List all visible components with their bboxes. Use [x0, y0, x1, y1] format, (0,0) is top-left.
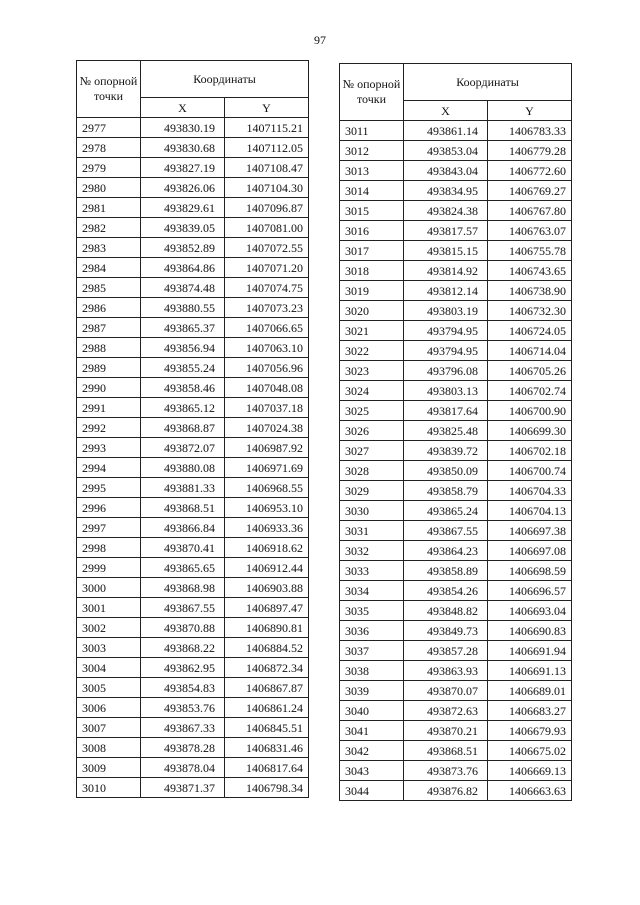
y-coordinate-cell: 1407066.65 — [225, 318, 309, 338]
y-coordinate-cell: 1406872.34 — [225, 658, 309, 678]
point-number-cell: 3043 — [340, 761, 404, 781]
table-row — [77, 178, 309, 198]
point-number-cell: 2991 — [77, 398, 141, 418]
x-coordinate-cell: 493814.92 — [404, 261, 488, 281]
point-number-cell: 3034 — [340, 581, 404, 601]
table-row — [340, 781, 572, 801]
table-row — [340, 741, 572, 761]
y-coordinate-cell: 1406732.30 — [488, 301, 572, 321]
x-coordinate-cell: 493853.76 — [141, 698, 225, 718]
point-number-cell: 3024 — [340, 381, 404, 401]
x-coordinate-cell: 493872.63 — [404, 701, 488, 721]
y-coordinate-cell: 1406697.38 — [488, 521, 572, 541]
point-number-cell: 3026 — [340, 421, 404, 441]
y-coordinate-cell: 1406704.13 — [488, 501, 572, 521]
point-number-cell: 3013 — [340, 161, 404, 181]
y-coordinate-cell: 1406669.13 — [488, 761, 572, 781]
point-number-cell: 3021 — [340, 321, 404, 341]
page-number: 97 — [314, 33, 326, 47]
point-number-cell: 2999 — [77, 558, 141, 578]
point-number-cell: 2977 — [77, 118, 141, 138]
table-row — [77, 478, 309, 498]
x-coordinate-cell: 493880.08 — [141, 458, 225, 478]
x-coordinate-cell: 493870.88 — [141, 618, 225, 638]
x-coordinate-cell: 493870.41 — [141, 538, 225, 558]
x-coordinate-cell: 493852.89 — [141, 238, 225, 258]
table-row — [340, 261, 572, 281]
point-number-cell: 2983 — [77, 238, 141, 258]
point-number-cell: 3018 — [340, 261, 404, 281]
y-coordinate-cell: 1406897.47 — [225, 598, 309, 618]
x-coordinate-cell: 493872.07 — [141, 438, 225, 458]
table-row — [77, 518, 309, 538]
x-coordinate-cell: 493865.37 — [141, 318, 225, 338]
y-coordinate-cell: 1406675.02 — [488, 741, 572, 761]
table-row — [340, 121, 572, 141]
x-header: X — [141, 98, 225, 118]
table-row — [77, 418, 309, 438]
point-number-cell: 2987 — [77, 318, 141, 338]
table-row — [77, 578, 309, 598]
table-row — [77, 538, 309, 558]
table-row — [77, 778, 309, 798]
x-coordinate-cell: 493873.76 — [404, 761, 488, 781]
y-coordinate-cell: 1407072.55 — [225, 238, 309, 258]
point-number-cell: 2986 — [77, 298, 141, 318]
table-row — [77, 358, 309, 378]
table-row — [77, 118, 309, 138]
table-row — [340, 461, 572, 481]
x-coordinate-cell: 493868.51 — [141, 498, 225, 518]
table-row — [77, 398, 309, 418]
point-number-cell: 2982 — [77, 218, 141, 238]
point-number-cell: 2998 — [77, 538, 141, 558]
x-coordinate-cell: 493865.24 — [404, 501, 488, 521]
point-number-cell: 3038 — [340, 661, 404, 681]
y-coordinate-cell: 1407081.00 — [225, 218, 309, 238]
x-coordinate-cell: 493866.84 — [141, 518, 225, 538]
y-coordinate-cell: 1406798.34 — [225, 778, 309, 798]
y-coordinate-cell: 1407104.30 — [225, 178, 309, 198]
table-row — [77, 238, 309, 258]
y-coordinate-cell: 1407112.05 — [225, 138, 309, 158]
point-number-cell: 3001 — [77, 598, 141, 618]
point-number-cell: 2985 — [77, 278, 141, 298]
table-row — [77, 158, 309, 178]
table-row — [340, 181, 572, 201]
table-row — [340, 721, 572, 741]
point-number-cell: 3017 — [340, 241, 404, 261]
y-coordinate-cell: 1407108.47 — [225, 158, 309, 178]
x-coordinate-cell: 493856.94 — [141, 338, 225, 358]
x-coordinate-cell: 493794.95 — [404, 321, 488, 341]
table-row — [340, 761, 572, 781]
y-coordinate-cell: 1407071.20 — [225, 258, 309, 278]
table-row — [77, 678, 309, 698]
table-row — [340, 701, 572, 721]
point-number-cell: 2981 — [77, 198, 141, 218]
point-number-cell: 2979 — [77, 158, 141, 178]
table-row — [77, 298, 309, 318]
x-coordinate-cell: 493839.05 — [141, 218, 225, 238]
point-number-cell: 3022 — [340, 341, 404, 361]
y-coordinate-cell: 1406700.74 — [488, 461, 572, 481]
table-row — [340, 241, 572, 261]
table-row — [340, 361, 572, 381]
point-number-header: № опорной точки — [340, 64, 404, 121]
point-number-cell: 2996 — [77, 498, 141, 518]
x-coordinate-cell: 493803.13 — [404, 381, 488, 401]
y-coordinate-cell: 1406691.94 — [488, 641, 572, 661]
y-coordinate-cell: 1406738.90 — [488, 281, 572, 301]
coordinates-header: Координаты — [404, 64, 572, 101]
table-row — [340, 541, 572, 561]
table-row — [340, 221, 572, 241]
x-coordinate-cell: 493850.09 — [404, 461, 488, 481]
y-coordinate-cell: 1406700.90 — [488, 401, 572, 421]
y-coordinate-cell: 1406679.93 — [488, 721, 572, 741]
y-coordinate-cell: 1406831.46 — [225, 738, 309, 758]
y-coordinate-cell: 1406714.04 — [488, 341, 572, 361]
y-coordinate-cell: 1407063.10 — [225, 338, 309, 358]
x-coordinate-cell: 493817.64 — [404, 401, 488, 421]
y-coordinate-cell: 1406690.83 — [488, 621, 572, 641]
y-coordinate-cell: 1406953.10 — [225, 498, 309, 518]
point-number-cell: 2989 — [77, 358, 141, 378]
x-coordinate-cell: 493803.19 — [404, 301, 488, 321]
x-coordinate-cell: 493864.23 — [404, 541, 488, 561]
y-coordinate-cell: 1406845.51 — [225, 718, 309, 738]
table-row — [77, 498, 309, 518]
table-row — [340, 421, 572, 441]
point-number-cell: 3005 — [77, 678, 141, 698]
table-row — [340, 301, 572, 321]
x-coordinate-cell: 493881.33 — [141, 478, 225, 498]
y-coordinate-cell: 1406763.07 — [488, 221, 572, 241]
x-coordinate-cell: 493854.83 — [141, 678, 225, 698]
point-number-cell: 3007 — [77, 718, 141, 738]
x-coordinate-cell: 493870.07 — [404, 681, 488, 701]
table-row — [77, 698, 309, 718]
y-coordinate-cell: 1406697.08 — [488, 541, 572, 561]
point-number-cell: 3015 — [340, 201, 404, 221]
point-number-cell: 3011 — [340, 121, 404, 141]
point-number-cell: 3032 — [340, 541, 404, 561]
y-coordinate-cell: 1406933.36 — [225, 518, 309, 538]
y-coordinate-cell: 1406817.64 — [225, 758, 309, 778]
y-coordinate-cell: 1406663.63 — [488, 781, 572, 801]
y-coordinate-cell: 1406683.27 — [488, 701, 572, 721]
y-coordinate-cell: 1406767.80 — [488, 201, 572, 221]
table-row — [77, 138, 309, 158]
x-coordinate-cell: 493858.46 — [141, 378, 225, 398]
y-coordinate-cell: 1406702.74 — [488, 381, 572, 401]
point-number-cell: 3006 — [77, 698, 141, 718]
point-number-cell: 2978 — [77, 138, 141, 158]
x-coordinate-cell: 493853.04 — [404, 141, 488, 161]
coordinates-header: Координаты — [141, 61, 309, 98]
x-coordinate-cell: 493857.28 — [404, 641, 488, 661]
y-coordinate-cell: 1407024.38 — [225, 418, 309, 438]
table-row — [340, 401, 572, 421]
table-row — [77, 278, 309, 298]
point-number-cell: 3012 — [340, 141, 404, 161]
y-coordinate-cell: 1407073.23 — [225, 298, 309, 318]
x-coordinate-cell: 493867.55 — [404, 521, 488, 541]
point-number-cell: 3039 — [340, 681, 404, 701]
point-number-cell: 3037 — [340, 641, 404, 661]
point-number-cell: 3023 — [340, 361, 404, 381]
point-number-cell: 3028 — [340, 461, 404, 481]
y-coordinate-cell: 1407048.08 — [225, 378, 309, 398]
x-coordinate-cell: 493848.82 — [404, 601, 488, 621]
x-coordinate-cell: 493834.95 — [404, 181, 488, 201]
table-row — [77, 438, 309, 458]
table-row — [77, 618, 309, 638]
x-coordinate-cell: 493830.68 — [141, 138, 225, 158]
point-number-cell: 3002 — [77, 618, 141, 638]
y-coordinate-cell: 1406724.05 — [488, 321, 572, 341]
y-coordinate-cell: 1407115.21 — [225, 118, 309, 138]
coordinates-table-left — [76, 60, 309, 798]
point-number-cell: 3031 — [340, 521, 404, 541]
x-coordinate-cell: 493849.73 — [404, 621, 488, 641]
point-number-cell: 3020 — [340, 301, 404, 321]
y-coordinate-cell: 1406903.88 — [225, 578, 309, 598]
table-row — [340, 681, 572, 701]
table-row — [77, 338, 309, 358]
y-coordinate-cell: 1406704.33 — [488, 481, 572, 501]
table-row — [340, 561, 572, 581]
table-row — [340, 641, 572, 661]
table-row — [77, 638, 309, 658]
table-row — [77, 198, 309, 218]
x-coordinate-cell: 493878.04 — [141, 758, 225, 778]
table-row — [340, 621, 572, 641]
table-row — [77, 218, 309, 238]
y-coordinate-cell: 1406689.01 — [488, 681, 572, 701]
y-coordinate-cell: 1406743.65 — [488, 261, 572, 281]
table-row — [340, 601, 572, 621]
x-coordinate-cell: 493830.19 — [141, 118, 225, 138]
point-number-cell: 3027 — [340, 441, 404, 461]
x-coordinate-cell: 493824.38 — [404, 201, 488, 221]
point-number-cell: 3008 — [77, 738, 141, 758]
x-coordinate-cell: 493839.72 — [404, 441, 488, 461]
x-coordinate-cell: 493858.79 — [404, 481, 488, 501]
x-coordinate-cell: 493827.19 — [141, 158, 225, 178]
x-coordinate-cell: 493868.51 — [404, 741, 488, 761]
x-coordinate-cell: 493868.98 — [141, 578, 225, 598]
point-number-cell: 3003 — [77, 638, 141, 658]
table-row — [340, 281, 572, 301]
x-coordinate-cell: 493864.86 — [141, 258, 225, 278]
x-coordinate-cell: 493876.82 — [404, 781, 488, 801]
y-coordinate-cell: 1406698.59 — [488, 561, 572, 581]
y-coordinate-cell: 1406890.81 — [225, 618, 309, 638]
x-coordinate-cell: 493812.14 — [404, 281, 488, 301]
table-row — [77, 558, 309, 578]
x-coordinate-cell: 493871.37 — [141, 778, 225, 798]
x-coordinate-cell: 493874.48 — [141, 278, 225, 298]
table-row — [340, 521, 572, 541]
table-row — [77, 318, 309, 338]
y-coordinate-cell: 1406755.78 — [488, 241, 572, 261]
table-row — [340, 341, 572, 361]
point-number-cell: 2995 — [77, 478, 141, 498]
coordinates-table-right — [339, 63, 572, 801]
point-number-cell: 3044 — [340, 781, 404, 801]
point-number-cell: 2993 — [77, 438, 141, 458]
table-row — [77, 738, 309, 758]
table-row — [340, 661, 572, 681]
x-coordinate-cell: 493862.95 — [141, 658, 225, 678]
y-coordinate-cell: 1406783.33 — [488, 121, 572, 141]
point-number-cell: 3042 — [340, 741, 404, 761]
y-coordinate-cell: 1407037.18 — [225, 398, 309, 418]
x-coordinate-cell: 493865.12 — [141, 398, 225, 418]
point-number-header: № опорной точки — [77, 61, 141, 118]
x-coordinate-cell: 493794.95 — [404, 341, 488, 361]
x-coordinate-cell: 493826.06 — [141, 178, 225, 198]
y-coordinate-cell: 1406867.87 — [225, 678, 309, 698]
x-coordinate-cell: 493863.93 — [404, 661, 488, 681]
x-coordinate-cell: 493878.28 — [141, 738, 225, 758]
y-coordinate-cell: 1406772.60 — [488, 161, 572, 181]
y-coordinate-cell: 1406884.52 — [225, 638, 309, 658]
y-coordinate-cell: 1406691.13 — [488, 661, 572, 681]
y-coordinate-cell: 1407056.96 — [225, 358, 309, 378]
point-number-cell: 2994 — [77, 458, 141, 478]
y-coordinate-cell: 1406769.27 — [488, 181, 572, 201]
table-row — [340, 481, 572, 501]
y-coordinate-cell: 1407074.75 — [225, 278, 309, 298]
x-coordinate-cell: 493854.26 — [404, 581, 488, 601]
point-number-cell: 3014 — [340, 181, 404, 201]
table-row — [77, 458, 309, 478]
point-number-cell: 2992 — [77, 418, 141, 438]
x-header: X — [404, 101, 488, 121]
point-number-cell: 2997 — [77, 518, 141, 538]
x-coordinate-cell: 493867.55 — [141, 598, 225, 618]
y-header: Y — [225, 98, 309, 118]
table-row — [340, 321, 572, 341]
y-coordinate-cell: 1406968.55 — [225, 478, 309, 498]
y-coordinate-cell: 1406971.69 — [225, 458, 309, 478]
table-row — [77, 658, 309, 678]
point-number-cell: 3000 — [77, 578, 141, 598]
table-row — [340, 381, 572, 401]
y-coordinate-cell: 1406918.62 — [225, 538, 309, 558]
table-row — [77, 718, 309, 738]
x-coordinate-cell: 493868.22 — [141, 638, 225, 658]
table-row — [340, 441, 572, 461]
y-coordinate-cell: 1406987.92 — [225, 438, 309, 458]
point-number-cell: 3041 — [340, 721, 404, 741]
table-row — [77, 258, 309, 278]
table-row — [77, 598, 309, 618]
table-row — [340, 201, 572, 221]
point-number-cell: 3016 — [340, 221, 404, 241]
point-number-cell: 3033 — [340, 561, 404, 581]
y-header: Y — [488, 101, 572, 121]
y-coordinate-cell: 1406912.44 — [225, 558, 309, 578]
y-coordinate-cell: 1406705.26 — [488, 361, 572, 381]
point-number-cell: 3025 — [340, 401, 404, 421]
x-coordinate-cell: 493858.89 — [404, 561, 488, 581]
y-coordinate-cell: 1406779.28 — [488, 141, 572, 161]
table-row — [340, 141, 572, 161]
x-coordinate-cell: 493855.24 — [141, 358, 225, 378]
x-coordinate-cell: 493870.21 — [404, 721, 488, 741]
x-coordinate-cell: 493867.33 — [141, 718, 225, 738]
table-row — [77, 378, 309, 398]
y-coordinate-cell: 1406861.24 — [225, 698, 309, 718]
point-number-cell: 2980 — [77, 178, 141, 198]
point-number-cell: 3004 — [77, 658, 141, 678]
point-number-cell: 3036 — [340, 621, 404, 641]
x-coordinate-cell: 493815.15 — [404, 241, 488, 261]
table-row — [340, 161, 572, 181]
y-coordinate-cell: 1406702.18 — [488, 441, 572, 461]
table-row — [340, 581, 572, 601]
point-number-cell: 3035 — [340, 601, 404, 621]
point-number-cell: 3030 — [340, 501, 404, 521]
point-number-cell: 3029 — [340, 481, 404, 501]
x-coordinate-cell: 493817.57 — [404, 221, 488, 241]
point-number-cell: 3019 — [340, 281, 404, 301]
point-number-cell: 3040 — [340, 701, 404, 721]
y-coordinate-cell: 1406696.57 — [488, 581, 572, 601]
y-coordinate-cell: 1406693.04 — [488, 601, 572, 621]
table-row — [77, 758, 309, 778]
x-coordinate-cell: 493865.65 — [141, 558, 225, 578]
point-number-cell: 2988 — [77, 338, 141, 358]
x-coordinate-cell: 493861.14 — [404, 121, 488, 141]
x-coordinate-cell: 493880.55 — [141, 298, 225, 318]
x-coordinate-cell: 493825.48 — [404, 421, 488, 441]
x-coordinate-cell: 493868.87 — [141, 418, 225, 438]
x-coordinate-cell: 493829.61 — [141, 198, 225, 218]
point-number-cell: 2984 — [77, 258, 141, 278]
y-coordinate-cell: 1407096.87 — [225, 198, 309, 218]
point-number-cell: 3009 — [77, 758, 141, 778]
x-coordinate-cell: 493796.08 — [404, 361, 488, 381]
table-row — [340, 501, 572, 521]
x-coordinate-cell: 493843.04 — [404, 161, 488, 181]
point-number-cell: 3010 — [77, 778, 141, 798]
point-number-cell: 2990 — [77, 378, 141, 398]
y-coordinate-cell: 1406699.30 — [488, 421, 572, 441]
